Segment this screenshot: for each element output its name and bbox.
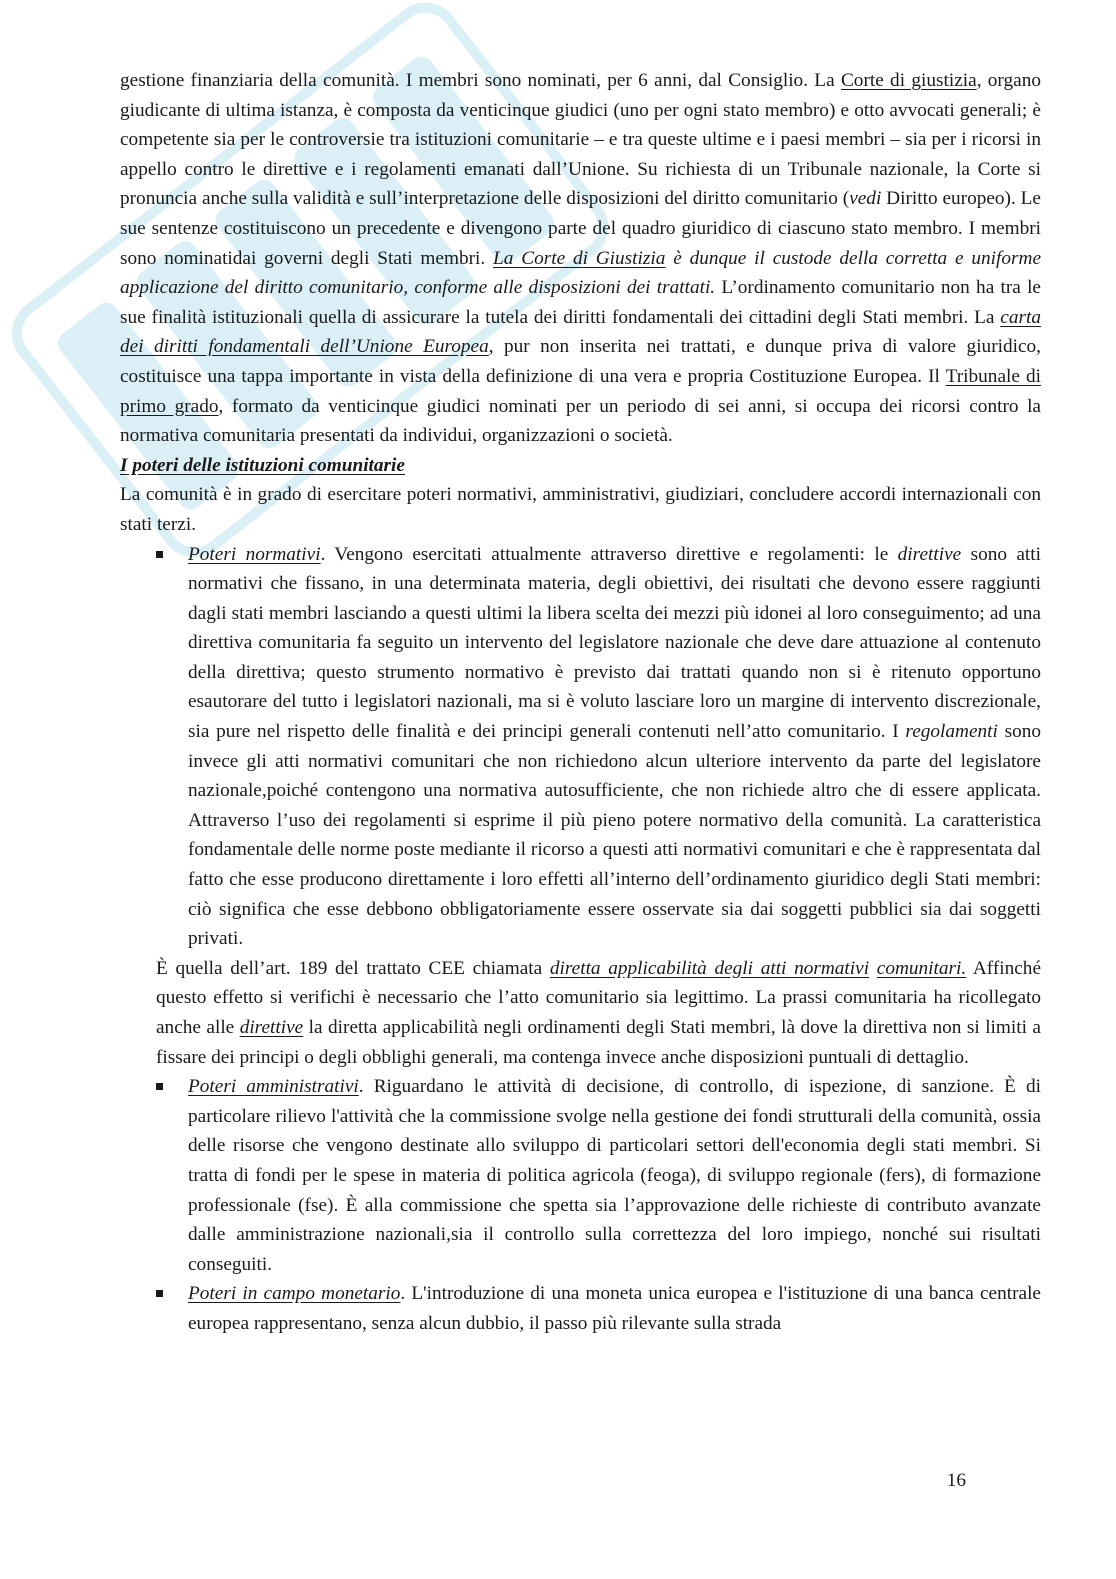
text-run: gestione finanziaria della comunità. I membri sono nominati, per 6 anni, dal Consiglio. La — [120, 70, 841, 91]
powers-list-1 — [120, 540, 1041, 954]
text-run: . L'introduzione di una moneta unica europea e l'istituzione di una banca centrale europea rappresentano, senza alcun dubbio, il passo più rilevante sulla strada — [188, 1283, 1041, 1334]
link-poteri-campo-monetario[interactable]: Poteri in campo monetario — [188, 1283, 401, 1305]
document-body — [120, 66, 1041, 1339]
text-run: È quella dell’art. 189 del trattato CEE chiamata — [156, 957, 550, 979]
intro-paragraph: La comunità è in grado di esercitare poteri normativi, amministrativi, giudiziari, concludere accordi internazionali con stati terzi. — [120, 484, 1041, 535]
link-carta-diritti[interactable]: carta dei diritti fondamentali dell’Unione Europea — [120, 306, 1041, 358]
square-bullet-icon — [156, 1083, 163, 1090]
text-run: sono atti normativi che fissano, in una determinata materia, degli obiettivi, dei risultati che devono essere raggiunti dagli stati membri lasciando a questi ultimi la libera scelta dei mezzi più idonei al loro conseguimento; ad una direttiva comunitaria fa seguito un intervento del legislatore nazionale che deve dare attuazione al contenuto della direttiva; questo strumento normativo è previsto dai trattati quando non si è ritenuto opportuno esautorare del tutto i legislatori nazionali, ma si è voluto lasciare loro un margine di intervento discrezionale, sia pure nel rispetto delle finalità e dei principi generali contenuti nell’atto comunitario. I — [188, 543, 1041, 743]
text-run: , formato da venticinque giudici nominati per un periodo di sei anni, si occupa dei ricorsi contro la normativa comunitaria presentati da individui, organizzazioni o società. — [120, 395, 1041, 447]
italic-vedi: vedi — [849, 188, 882, 210]
link-tribunale-primo-grado[interactable]: Tribunale di primo grado — [120, 365, 1041, 417]
link-la-corte-di-giustizia[interactable]: La Corte di Giustizia — [493, 247, 666, 269]
italic-custode: è dunque il custode della corretta e uniforme applicazione del diritto comunitario, conforme alle disposizioni dei trattati. — [120, 247, 1041, 299]
text-run: la diretta applicabilità negli ordinamenti degli Stati membri, là dove la direttiva non si limiti a fissare dei principi o degli obblighi generali, ma contenga invece anche disposizioni puntuali di dettaglio. — [156, 1017, 1041, 1068]
italic-regolamenti: regolamenti — [905, 721, 998, 743]
link-poteri-amministrativi[interactable]: Poteri amministrativi — [188, 1076, 359, 1098]
list-item-poteri-normativi — [120, 540, 1041, 954]
link-corte-di-giustizia[interactable]: Corte di giustizia — [840, 70, 977, 91]
text-run: sono invece gli atti normativi comunitari che non richiedono alcun ulteriore intervento da parte del legislatore nazionale,poiché contengono una normativa autosufficiente, che non richiede altro che di essere applicata. Attraverso l’uso dei regolamenti si esprime il più pieno potere normativo della comunità. La caratteristica fondamentale delle norme poste mediante il ricorso a questi atti normativi comunitari e che è rappresentata dal fatto che esse producono direttamente i loro effetti all’interno dell’ordinamento giuridico degli Stati membri: ciò significa che esse debbono obbligatoriamente essere osservate sia dai soggetti pubblici sia dai soggetti privati. — [188, 721, 1041, 950]
text-run: , pur non inserita nei trattati, e dunque priva di valore giuridico, costituisce una tappa importante in vista della definizione di una vera e propria Costituzione Europea. Il — [120, 336, 1041, 387]
italic-direttive: direttive — [897, 543, 962, 565]
paragraph-corte-giustizia — [120, 66, 1041, 451]
page-number: 16 — [946, 1470, 966, 1491]
text-run: Diritto europeo). Le sue sentenze costituiscono un precedente e divengono parte del quadro giuridico di ciascuno stato membro. I membri sono nominatidai governi degli Stati membri. — [120, 188, 1041, 269]
list-item-poteri-monetario — [120, 1279, 1041, 1338]
paragraph-art-189 — [120, 954, 1041, 1072]
text-run: L’ordinamento comunitario non ha tra le sue finalità istituzionali quella di assicurare la tutela dei diritti fondamentali dei cittadini degli Stati membri. La — [120, 277, 1041, 328]
powers-list-2 — [120, 1072, 1041, 1338]
square-bullet-icon — [156, 1290, 163, 1297]
link-comunitari[interactable]: comunitari. — [876, 957, 967, 979]
link-direttive[interactable]: direttive — [239, 1017, 304, 1038]
text-run: Affinché questo effetto si verifichi è necessario che l’atto comunitario sia legittimo. La prassi comunitaria ha ricollegato anche alle — [156, 957, 1042, 1038]
text-run: . Riguardano le attività di decisione, di controllo, di ispezione, di sanzione. È di particolare rilievo l'attività che la commissione svolge nella gestione dei fondi strutturali della comunità, ossia delle risorse che vengono destinate allo sviluppo di particolari settori dell'economia degli stati membri. Si tratta di fondi per le spese in materia di politica agricola (feoga), di sviluppo regionale (fers), di formazione professionale (fse). È alla commissione che spetta sia l’approvazione delle richieste di contributo avanzate dalle amministrazione nazionali,sia il controllo sulla correttezza del loro impiego, nonché sui risultati conseguiti. — [188, 1076, 1042, 1275]
link-poteri-normativi[interactable]: Poteri normativi — [188, 543, 321, 565]
section-heading: I poteri delle istituzioni comunitarie — [120, 454, 405, 476]
text-run: , organo giudicante di ultima istanza, è composta da venticinque giudici (uno per ogni stato membro) e otto avvocati generali; è competente sia per le controversie tra istituzioni comunitarie – e tra queste ultime e i paesi membri – sia per i ricorsi in appello contro le direttive e i regolamenti emanati dall’Unione. Su richiesta di un Tribunale nazionale, la Corte si pronuncia anche sulla validità e sull’interpretazione delle disposizioni del diritto comunitario ( — [120, 70, 1041, 210]
list-item-poteri-amministrativi — [120, 1072, 1041, 1279]
square-bullet-icon — [156, 551, 163, 558]
text-run: . Vengono esercitati attualmente attraverso direttive e regolamenti: le — [320, 543, 898, 565]
link-diretta-applicabilita[interactable]: diretta applicabilità degli atti normativi — [549, 957, 870, 979]
